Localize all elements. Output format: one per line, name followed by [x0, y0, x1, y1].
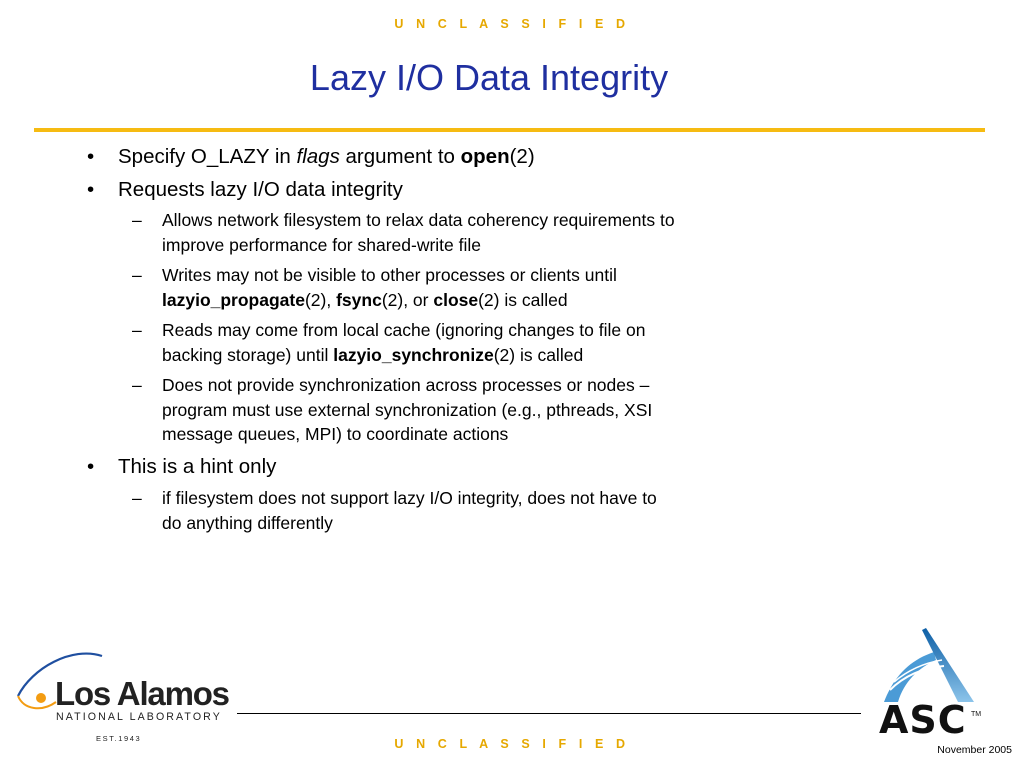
asc-wordmark: ASC	[879, 698, 967, 742]
sub-bullet-line: program must use external synchronization (e.g., pthreads, XSI	[162, 399, 653, 420]
lanl-wordmark: Los Alamos	[55, 675, 229, 712]
bullet-italic-flags: flags	[296, 145, 340, 168]
sub-bullet-line: Allows network filesystem to relax data coherency requirements to	[162, 210, 675, 230]
bullet-text: (2)	[509, 145, 535, 168]
sub-bullet-allows-relax	[132, 208, 862, 257]
bullet-marker: •	[87, 178, 95, 201]
sub-bullet-marker: –	[132, 265, 142, 285]
sub-bullet-text: (2), or	[381, 289, 434, 310]
sub-bullet-text: (2),	[304, 289, 337, 310]
lanl-subtitle: NATIONAL LABORATORY	[56, 711, 222, 723]
sub-bullet-line: if filesystem does not support lazy I/O integrity, does not have to	[162, 488, 657, 508]
bullet-marker: •	[87, 455, 95, 478]
sub-bullet-writes-not-visible	[132, 263, 862, 312]
sub-bullet-text: (2) is called	[493, 344, 584, 365]
sub-bullet-line: Reads may come from local cache (ignoring changes to file on	[162, 320, 646, 340]
bullet-bold-open: open	[460, 145, 510, 168]
sub-bullet-filesystem-not-support	[132, 486, 862, 535]
footer-rule	[237, 713, 861, 714]
bold-close: close	[433, 289, 479, 310]
bold-lazyio-propagate: lazyio_propagate	[162, 289, 305, 310]
sub-bullet-marker: –	[132, 488, 142, 508]
bullet-hint-only	[87, 454, 277, 479]
sub-bullet-line: Writes may not be visible to other processes or clients until	[162, 265, 617, 285]
bullet-specify-o-lazy	[87, 144, 535, 169]
bold-fsync: fsync	[336, 289, 382, 310]
sub-bullet-marker: –	[132, 320, 142, 340]
bullet-text: Requests lazy I/O data integrity	[118, 178, 403, 201]
classification-bottom: U N C L A S S I F I E D	[394, 737, 630, 751]
sub-bullet-no-synchronization	[132, 373, 862, 447]
slide-title: Lazy I/O Data Integrity	[309, 57, 669, 98]
asc-arch-left	[884, 652, 936, 702]
sub-bullet-marker: –	[132, 210, 142, 230]
sub-bullet-text: backing storage) until	[162, 344, 334, 365]
title-rule	[34, 128, 985, 132]
classification-top: U N C L A S S I F I E D	[394, 17, 630, 31]
bullet-text: This is a hint only	[118, 455, 277, 478]
bold-lazyio-synchronize: lazyio_synchronize	[333, 344, 494, 365]
sub-bullet-text: (2) is called	[478, 289, 568, 310]
bullet-marker: •	[87, 145, 95, 168]
sub-bullet-line: message queues, MPI) to coordinate actions	[162, 424, 509, 444]
bullet-requests-lazy-io	[87, 177, 403, 202]
sub-bullet-line: improve performance for shared-write file	[162, 234, 482, 255]
asc-arch-right	[922, 628, 974, 702]
sub-bullet-marker: –	[132, 375, 142, 395]
footer-date: November 2005	[937, 744, 1012, 756]
sub-bullet-line: Does not provide synchronization across processes or nodes –	[162, 375, 650, 395]
lanl-established: EST.1943	[96, 734, 142, 743]
bullet-text: argument to	[339, 145, 461, 168]
sub-bullet-reads-from-cache	[132, 318, 862, 367]
asc-trademark: TM	[971, 711, 982, 718]
bullet-text: Specify O_LAZY in	[118, 145, 297, 168]
lanl-dot	[36, 693, 46, 703]
sub-bullet-line: do anything differently	[162, 512, 333, 533]
